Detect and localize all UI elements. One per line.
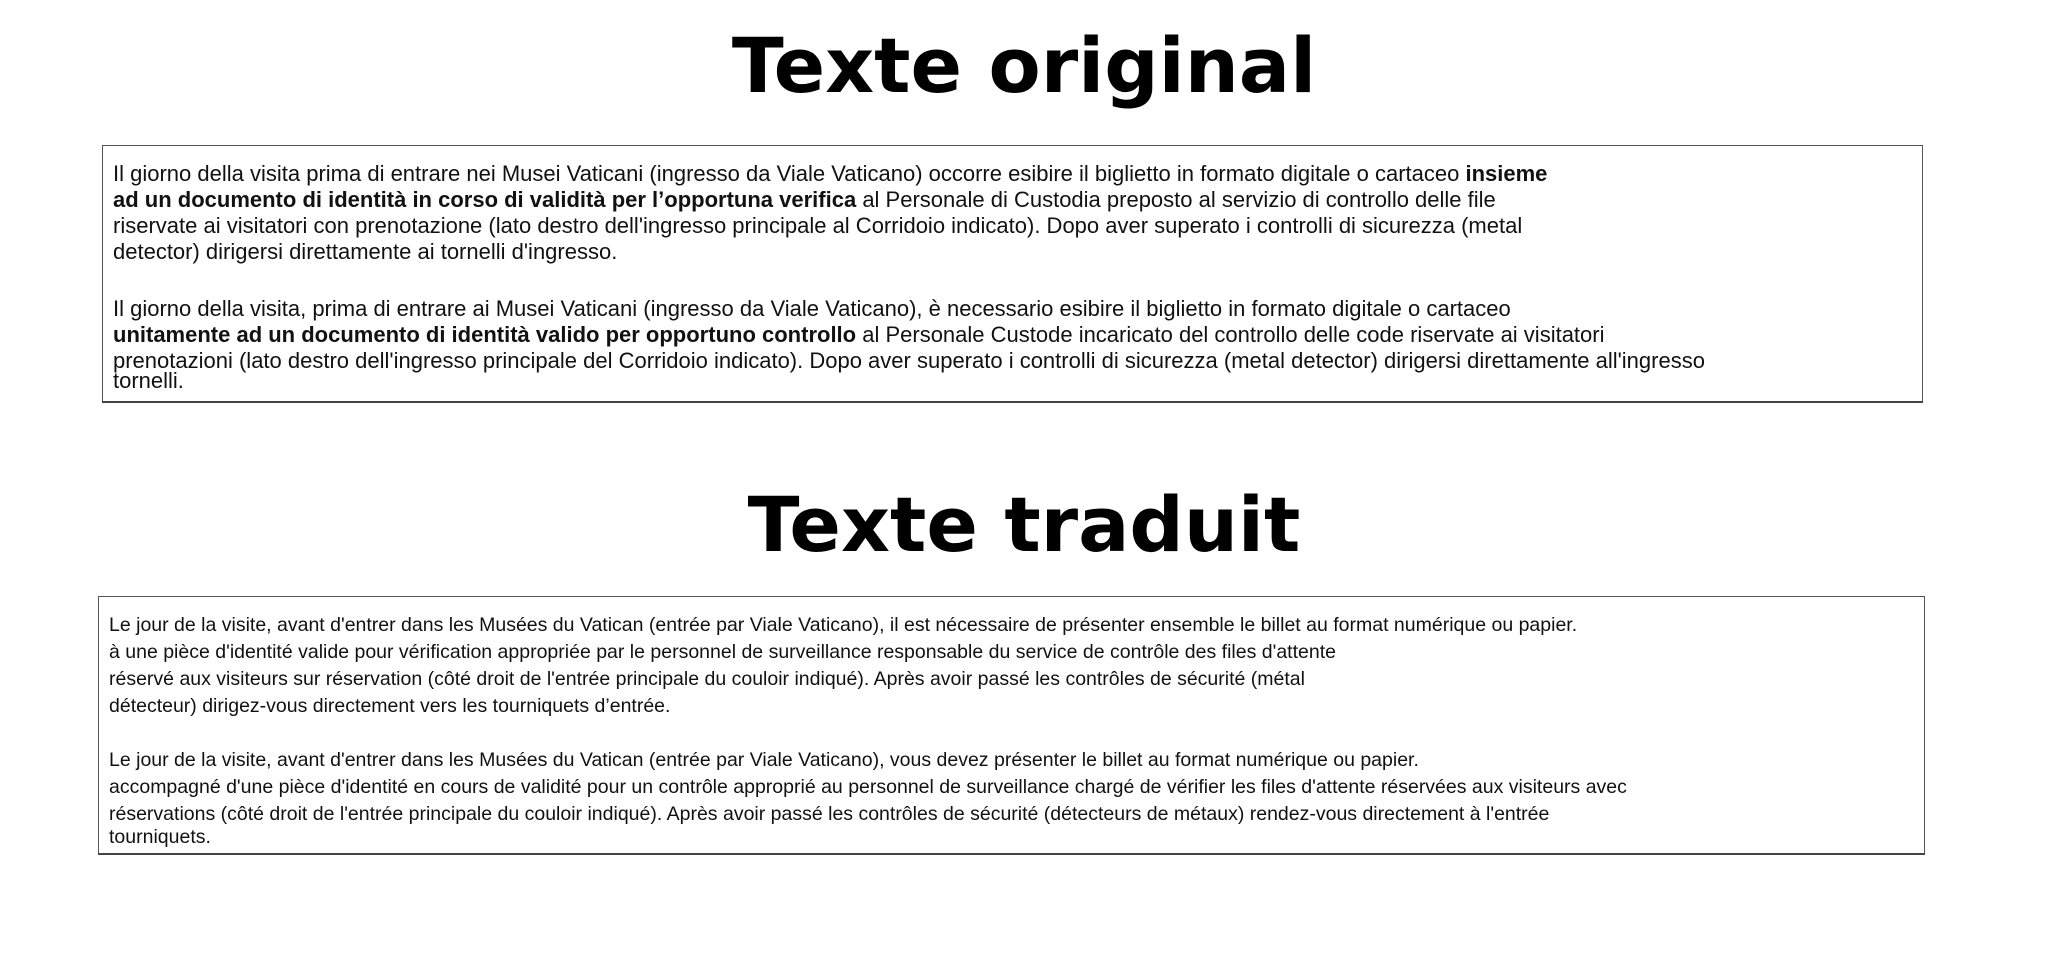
original-para1-line3: riservate ai visitatori con prenotazione (lato destro dell'ingresso principale al Corridoio indicato). Dopo aver superato i controlli di sicurezza (metal [113, 213, 1523, 238]
original-para1-line2: ad un documento di identità in corso di validità per l’opportuna verifica al Personale di Custodia preposto al servizio di controllo delle file [113, 187, 1496, 212]
translated-para1-line4: détecteur) dirigez-vous directement vers les tourniquets d’entrée. [109, 695, 671, 717]
original-para2-line4: tornelli. [113, 368, 184, 393]
translated-para2-line1: Le jour de la visite, avant d'entrer dans les Musées du Vatican (entrée par Viale Vaticano), vous devez présenter le billet au format numérique ou papier. [109, 749, 1419, 771]
translated-para1-line3: réservé aux visiteurs sur réservation (côté droit de l'entrée principale du couloir indiqué). Après avoir passé les contrôles de sécurité (métal [109, 668, 1305, 690]
original-panel-bottom-rule [102, 401, 1923, 403]
original-text-panel [102, 145, 1923, 403]
translated-para2-line4: tourniquets. [109, 826, 211, 848]
translated-text-panel [98, 596, 1925, 855]
original-para2-line1: Il giorno della visita, prima di entrare ai Musei Vaticani (ingresso da Viale Vaticano), è necessario esibire il biglietto in formato digitale o cartaceo [113, 296, 1511, 321]
original-para2-line3: prenotazioni (lato destro dell'ingresso principale del Corridoio indicato). Dopo aver superato i controlli di sicurezza (metal detector) dirigersi direttamente all'ingresso [113, 348, 1705, 373]
original-para2-line2: unitamente ad un documento di identità valido per opportuno controllo al Personale Custode incaricato del controllo delle code riservate ai visitatori [113, 322, 1605, 347]
translated-para1-line2: à une pièce d'identité valide pour vérification appropriée par le personnel de surveillance responsable du service de contrôle des files d'attente [109, 641, 1336, 663]
original-text-heading: Texte original [731, 21, 1317, 110]
original-para1-line4: detector) dirigersi direttamente ai tornelli d'ingresso. [113, 239, 618, 264]
original-para1-line1: Il giorno della visita prima di entrare nei Musei Vaticani (ingresso da Viale Vaticano) occorre esibire il biglietto in formato digitale o cartaceo insieme [113, 161, 1548, 186]
translated-para1-line1: Le jour de la visite, avant d'entrer dans les Musées du Vatican (entrée par Viale Vaticano), il est nécessaire de présenter ensemble le billet au format numérique ou papier. [109, 614, 1578, 636]
translated-text-heading: Texte traduit [747, 480, 1301, 569]
translated-para2-line2: accompagné d'une pièce d'identité en cours de validité pour un contrôle approprié au personnel de surveillance chargé de vérifier les files d'attente réservées aux visiteurs avec [109, 776, 1627, 798]
translated-panel-bottom-rule [98, 853, 1925, 855]
translated-para2-line3: réservations (côté droit de l'entrée principale du couloir indiqué). Après avoir passé les contrôles de sécurité (détecteurs de métaux) rendez-vous directement à l'entrée [109, 803, 1550, 825]
